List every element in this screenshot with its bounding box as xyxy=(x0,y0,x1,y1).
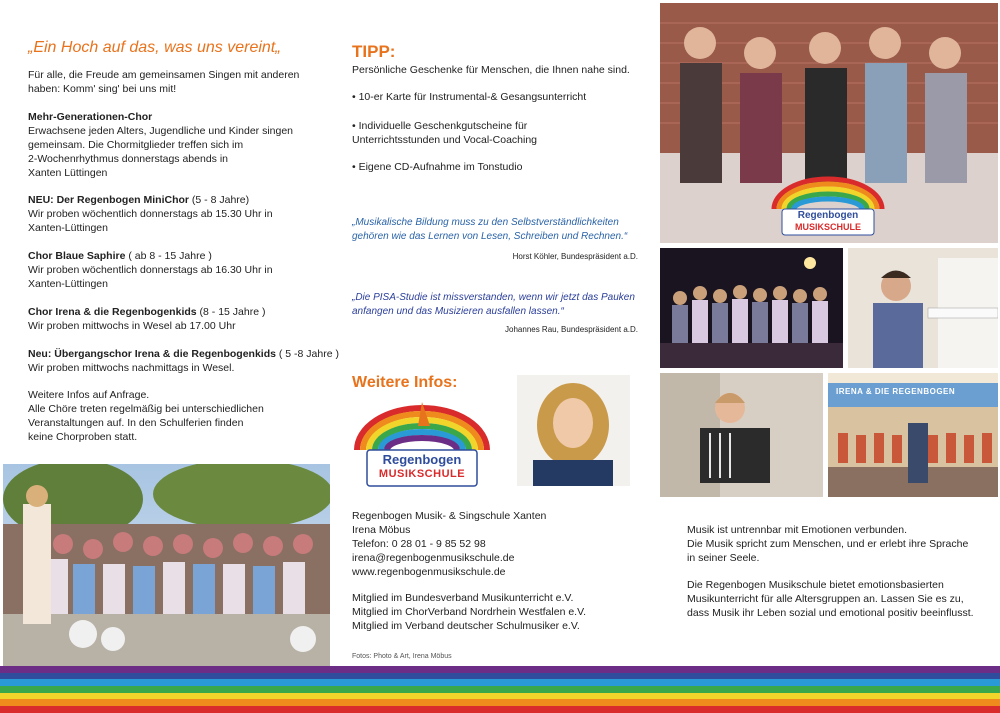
choir-2 xyxy=(28,193,273,235)
choir-1 xyxy=(28,110,293,180)
photo-piano-boy xyxy=(848,248,998,368)
portrait-image xyxy=(517,375,630,486)
choir-2-age: (5 - 8 Jahre) xyxy=(189,194,250,206)
choir-3-text: Wir proben wöchentlich donnerstags ab 16.30 Uhr in Xanten-Lüttingen xyxy=(28,264,273,290)
outdoor-choir-image xyxy=(3,464,330,666)
rainbow-stripe-red xyxy=(0,706,1000,713)
quote-rau-author: Johannes Rau, Bundespräsident a.D. xyxy=(505,325,638,334)
tipp-item-2: • Individuelle Geschenkgutscheine für Unterrichtsstunden und Vocal-Coaching xyxy=(352,120,538,146)
photo-logo-line-2: MUSIKSCHULE xyxy=(794,222,861,232)
rainbow-stripe-violet xyxy=(0,666,1000,673)
accordion-girl-image xyxy=(660,373,823,497)
choir-5-text: Wir proben mittwochs nachmittags in Wesel. xyxy=(28,362,235,374)
logo-line-1: Regenbogen xyxy=(382,452,462,467)
choir-2-text: Wir proben wöchentlich donnerstags ab 15.30 Uhr in Xanten-Lüttingen xyxy=(28,208,273,234)
rainbow-stripe-green xyxy=(0,686,1000,693)
logo-line-2: MUSIKSCHULE xyxy=(378,468,466,480)
choir-3-age: ( ab 8 - 15 Jahre ) xyxy=(125,250,212,262)
rainbow-stripe-cyan xyxy=(0,679,1000,686)
photo-girls-singing xyxy=(660,3,998,243)
tipp-item-1: • 10-er Karte für Instrumental-& Gesangsunterricht xyxy=(352,91,587,103)
choir-1-title: Mehr-Generationen-Chor xyxy=(28,111,153,123)
tipp-item-3: • Eigene CD-Aufnahme im Tonstudio xyxy=(352,161,523,173)
rainbow-stripe-blue xyxy=(0,673,1000,680)
photo-stage-kids xyxy=(828,373,998,497)
choir-1-text: Erwachsene jeden Alters, Jugendliche und Kinder singen gemeinsam. Die Chormitglieder treffen sich im 2-Wochenrhythmus donnerstags abends in Xanten Lüttingen xyxy=(28,125,294,179)
contact-info: Regenbogen Musik- & Singschule Xanten Irena Möbus Telefon: 0 28 01 - 9 85 52 98 irena@regenbogenmusikschule.de www.regenbogenmusikschule.de xyxy=(352,510,547,578)
tipp-title: TIPP: xyxy=(352,42,396,61)
choir-2-title: NEU: Der Regenbogen MiniChor xyxy=(28,194,190,206)
choir-4-age: (8 - 15 Jahre ) xyxy=(196,306,266,318)
choir-3 xyxy=(28,249,273,291)
photo-logo-line-1: Regenbogen xyxy=(797,210,859,221)
choir-4-title: Chor Irena & die Regenbogenkids xyxy=(28,306,197,318)
choir-3-title: Chor Blaue Saphire xyxy=(28,250,126,262)
left-intro: Für alle, die Freude am gemeinsamen Singen mit anderen haben: Komm' sing' bei uns mit! xyxy=(28,69,300,95)
quote-koehler-author: Horst Köhler, Bundespräsident a.D. xyxy=(512,252,638,261)
quote-rau: „Die PISA-Studie ist missverstanden, wenn wir jetzt das Pauken anfangen und das Musizieren ausfallen lassen.“ xyxy=(352,292,635,317)
photo-accordion-girl xyxy=(660,373,823,497)
piano-boy-image xyxy=(848,248,998,368)
left-heading: „Ein Hoch auf das, was uns vereint„ xyxy=(28,39,281,56)
portrait-irena xyxy=(517,375,630,486)
infos-title: Weitere Infos: xyxy=(352,374,458,391)
choir-5-title: Neu: Übergangschor Irena & die Regenbogenkids xyxy=(28,348,276,360)
photo-logo xyxy=(768,173,888,237)
choir-4 xyxy=(28,305,266,333)
quote-koehler: „Musikalische Bildung muss zu den Selbstverständlichkeiten gehören wie das Lernen von Lesen, Schreiben und Rechnen.“ xyxy=(352,217,628,242)
rainbow-footer xyxy=(0,666,1000,713)
memberships: Mitglied im Bundesverband Musikunterricht e.V. Mitglied im ChorVerband Nordrhein Westfalen e.V. Mitglied im Verband deutscher Schulmusiker e.V. xyxy=(352,592,587,632)
right-text-2: Die Regenbogen Musikschule bietet emotionsbasierten Musikunterricht für alle Altersgruppen an. Lassen Sie es zu, dass Musik ihr Leben sozial und emotional positiv beeinflusst. xyxy=(687,579,974,619)
choir-5-age: ( 5 -8 Jahre ) xyxy=(275,348,339,360)
photo-credit: Fotos: Photo & Art, Irena Möbus xyxy=(352,653,452,660)
photo-outdoor-choir xyxy=(3,464,330,666)
stage-kids-banner: IRENA & DIE REGENBOGEN xyxy=(836,387,956,396)
left-more-info: Weitere Infos auf Anfrage. Alle Chöre treten regelmäßig bei unterschiedlichen Veranstaltungen auf. In den Schulferien finden keine Chorproben statt. xyxy=(28,389,264,443)
school-logo xyxy=(352,398,492,490)
tipp-intro: Persönliche Geschenke für Menschen, die Ihnen nahe sind. xyxy=(352,64,630,76)
right-text-1: Musik ist untrennbar mit Emotionen verbunden. Die Musik spricht zum Menschen, und er erlebt ihre Sprache in seiner Seele. xyxy=(687,524,969,564)
stage-concert-image xyxy=(660,248,843,368)
choir-4-text: Wir proben mittwochs in Wesel ab 17.00 Uhr xyxy=(28,320,236,332)
choir-5 xyxy=(28,347,339,375)
rainbow-stripe-yellow xyxy=(0,693,1000,700)
rainbow-stripe-orange xyxy=(0,699,1000,706)
photo-stage-concert xyxy=(660,248,843,368)
